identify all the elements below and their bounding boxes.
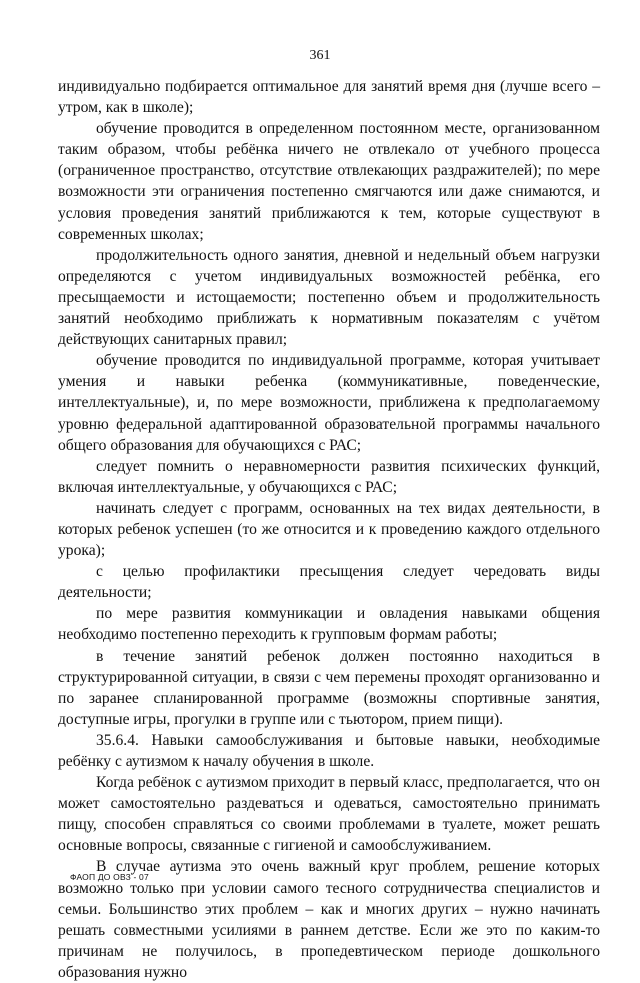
paragraph: обучение проводится в определенном постоянном месте, организованном таким образом, чтобы ребёнка ничего не отвлекало от учебного процесса (ограниченное пространство, отсутствие отвлекающих раздражителей); по мере возможности эти ограничения постепенно смягчаются или даже снимаются, и условия проведения занятий приближаются к тем, которые существуют в современных школах;: [58, 120, 600, 243]
paragraph: следует помнить о неравномерности развития психических функций, включая интеллектуальные, у обучающихся с РАС;: [58, 457, 600, 496]
body-text: [58, 76, 600, 983]
paragraph: начинать следует с программ, основанных на тех видах деятельности, в которых ребенок успешен (то же относится и к проведению каждого отдельного урока);: [58, 499, 600, 560]
paragraph: В случае аутизма это очень важный круг проблем, решение которых возможно только при условии самого тесного сотрудничества специалистов и семьи. Большинство этих проблем – как и многих других – нужно начинать решать совместными усилиями в раннем детстве. Если же это по каким-то причинам не получилось, в пропедевтическом периоде дошкольного образования нужно: [58, 858, 600, 981]
paragraph: в течение занятий ребенок должен постоянно находиться в структурированной ситуации, в связи с чем перемены проходят организованно и по заранее спланированной программе (возможны спортивные занятия, доступные игры, прогулки в группе или с тьютором, прием пищи).: [58, 647, 600, 728]
section-heading: 35.6.4. Навыки самообслуживания и бытовые навыки, необходимые ребёнку с аутизмом к началу обучения в школе.: [58, 731, 600, 770]
footer-code: ФАОП ДО ОВЗ - 07: [70, 872, 149, 882]
paragraph: по мере развития коммуникации и овладения навыками общения необходимо постепенно переходить к групповым формам работы;: [58, 605, 600, 644]
page-number: 361: [309, 48, 331, 63]
paragraph: индивидуально подбирается оптимальное для занятий время дня (лучше всего – утром, как в школе);: [58, 78, 600, 117]
paragraph: Когда ребёнок с аутизмом приходит в первый класс, предполагается, что он может самостоятельно раздеваться и одеваться, самостоятельно принимать пищу, способен справляться со своими проблемами в туалете, может решать основные вопросы, связанные с гигиеной и самообслуживанием.: [58, 774, 600, 855]
paragraph: обучение проводится по индивидуальной программе, которая учитывает умения и навыки ребенка (коммуникативные, поведенческие, интеллектуальные), и, по мере возможности, приближена к предполагаемому уровню федеральной адаптированной образовательной программы начального общего образования для обучающихся с РАС;: [58, 352, 600, 454]
paragraph: с целью профилактики пресыщения следует чередовать виды деятельности;: [58, 563, 600, 602]
paragraph: продолжительность одного занятия, дневной и недельный объем нагрузки определяются с учетом индивидуальных возможностей ребёнка, его пресыщаемости и истощаемости; постепенно объем и продолжительность занятий необходимо приближать к нормативным показателям с учётом действующих санитарных правил;: [58, 246, 600, 349]
